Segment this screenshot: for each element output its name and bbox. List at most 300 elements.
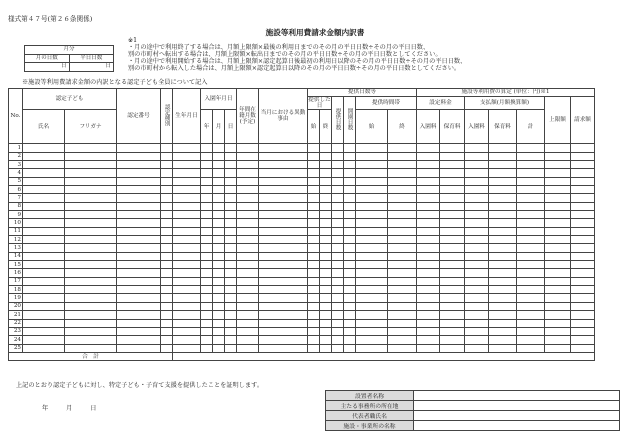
table-cell[interactable] <box>201 236 213 244</box>
table-cell[interactable] <box>465 277 489 285</box>
table-cell[interactable] <box>173 286 201 294</box>
table-cell[interactable] <box>440 302 465 310</box>
table-cell[interactable] <box>545 177 571 185</box>
table-cell[interactable] <box>465 319 489 327</box>
table-cell[interactable] <box>465 227 489 235</box>
table-cell[interactable] <box>517 294 545 302</box>
table-cell[interactable] <box>65 269 117 277</box>
table-cell[interactable] <box>259 327 308 335</box>
table-cell[interactable] <box>344 244 356 252</box>
table-cell[interactable] <box>356 294 388 302</box>
table-cell[interactable] <box>237 294 259 302</box>
table-cell[interactable] <box>440 144 465 152</box>
table-cell[interactable] <box>440 277 465 285</box>
table-cell[interactable] <box>489 211 517 219</box>
table-cell[interactable] <box>417 219 440 227</box>
table-cell[interactable] <box>237 327 259 335</box>
table-cell[interactable] <box>517 269 545 277</box>
table-cell[interactable] <box>356 219 388 227</box>
table-cell[interactable] <box>332 302 344 310</box>
table-cell[interactable] <box>320 327 332 335</box>
table-cell[interactable] <box>237 194 259 202</box>
table-cell[interactable] <box>237 211 259 219</box>
table-cell[interactable] <box>161 227 173 235</box>
table-cell[interactable] <box>320 227 332 235</box>
table-cell[interactable] <box>545 252 571 260</box>
table-cell[interactable] <box>225 319 237 327</box>
table-cell[interactable] <box>356 311 388 319</box>
table-cell[interactable] <box>545 302 571 310</box>
table-cell[interactable] <box>259 344 308 352</box>
table-cell[interactable] <box>356 160 388 168</box>
table-cell[interactable] <box>332 211 344 219</box>
table-cell[interactable] <box>344 227 356 235</box>
table-cell[interactable] <box>320 336 332 344</box>
table-cell[interactable] <box>388 302 417 310</box>
table-cell[interactable] <box>344 269 356 277</box>
table-cell[interactable] <box>259 202 308 210</box>
table-cell[interactable] <box>545 344 571 352</box>
table-cell[interactable] <box>65 344 117 352</box>
table-cell[interactable] <box>65 211 117 219</box>
table-cell[interactable] <box>517 186 545 194</box>
table-cell[interactable] <box>23 252 65 260</box>
table-cell[interactable] <box>332 344 344 352</box>
table-cell[interactable] <box>173 194 201 202</box>
table-cell[interactable] <box>344 177 356 185</box>
table-cell[interactable] <box>65 294 117 302</box>
table-cell[interactable] <box>173 169 201 177</box>
table-cell[interactable] <box>65 169 117 177</box>
table-cell[interactable] <box>489 177 517 185</box>
table-cell[interactable] <box>237 144 259 152</box>
table-cell[interactable] <box>356 177 388 185</box>
table-cell[interactable] <box>388 319 417 327</box>
table-cell[interactable] <box>201 177 213 185</box>
table-cell[interactable] <box>23 236 65 244</box>
table-cell[interactable] <box>571 160 595 168</box>
table-cell[interactable] <box>489 261 517 269</box>
table-cell[interactable] <box>201 286 213 294</box>
table-cell[interactable] <box>161 219 173 227</box>
table-cell[interactable] <box>440 327 465 335</box>
table-cell[interactable] <box>417 336 440 344</box>
table-cell[interactable] <box>173 152 201 160</box>
table-cell[interactable] <box>344 160 356 168</box>
table-cell[interactable] <box>320 311 332 319</box>
table-cell[interactable] <box>23 152 65 160</box>
table-cell[interactable] <box>320 152 332 160</box>
table-cell[interactable] <box>517 319 545 327</box>
table-cell[interactable] <box>417 294 440 302</box>
table-cell[interactable] <box>571 177 595 185</box>
representative-field[interactable] <box>414 411 620 421</box>
facility-name-field[interactable] <box>414 421 620 431</box>
table-cell[interactable] <box>489 152 517 160</box>
table-cell[interactable] <box>388 177 417 185</box>
table-cell[interactable] <box>201 269 213 277</box>
table-cell[interactable] <box>173 177 201 185</box>
table-cell[interactable] <box>213 152 225 160</box>
table-cell[interactable] <box>417 211 440 219</box>
table-cell[interactable] <box>517 286 545 294</box>
table-cell[interactable] <box>417 311 440 319</box>
table-cell[interactable] <box>465 336 489 344</box>
table-cell[interactable] <box>237 186 259 194</box>
table-cell[interactable] <box>259 311 308 319</box>
table-cell[interactable] <box>259 236 308 244</box>
table-cell[interactable] <box>161 311 173 319</box>
table-cell[interactable] <box>517 236 545 244</box>
table-cell[interactable] <box>65 311 117 319</box>
table-cell[interactable] <box>465 219 489 227</box>
table-cell[interactable] <box>517 202 545 210</box>
table-cell[interactable] <box>201 160 213 168</box>
table-cell[interactable] <box>237 227 259 235</box>
table-cell[interactable] <box>173 302 201 310</box>
table-cell[interactable] <box>417 252 440 260</box>
table-cell[interactable] <box>65 244 117 252</box>
table-cell[interactable] <box>259 152 308 160</box>
table-cell[interactable] <box>388 186 417 194</box>
table-cell[interactable] <box>332 327 344 335</box>
table-cell[interactable] <box>161 336 173 344</box>
table-cell[interactable] <box>161 160 173 168</box>
table-cell[interactable] <box>417 327 440 335</box>
table-cell[interactable] <box>213 236 225 244</box>
table-cell[interactable] <box>201 319 213 327</box>
table-cell[interactable] <box>65 286 117 294</box>
table-cell[interactable] <box>117 319 161 327</box>
table-cell[interactable] <box>225 186 237 194</box>
table-cell[interactable] <box>489 227 517 235</box>
table-cell[interactable] <box>517 277 545 285</box>
table-cell[interactable] <box>440 311 465 319</box>
table-cell[interactable] <box>65 336 117 344</box>
table-cell[interactable] <box>117 169 161 177</box>
table-cell[interactable] <box>117 177 161 185</box>
table-cell[interactable] <box>545 277 571 285</box>
table-cell[interactable] <box>440 169 465 177</box>
table-cell[interactable] <box>308 252 320 260</box>
month-days-value[interactable]: 日 <box>25 63 70 72</box>
table-cell[interactable] <box>417 319 440 327</box>
table-cell[interactable] <box>465 302 489 310</box>
table-cell[interactable] <box>344 327 356 335</box>
table-cell[interactable] <box>320 252 332 260</box>
table-cell[interactable] <box>332 227 344 235</box>
table-cell[interactable] <box>161 286 173 294</box>
table-cell[interactable] <box>344 261 356 269</box>
table-cell[interactable] <box>344 286 356 294</box>
table-cell[interactable] <box>237 344 259 352</box>
table-cell[interactable] <box>65 277 117 285</box>
table-cell[interactable] <box>489 294 517 302</box>
table-cell[interactable] <box>465 186 489 194</box>
table-cell[interactable] <box>417 302 440 310</box>
table-cell[interactable] <box>332 336 344 344</box>
table-cell[interactable] <box>440 211 465 219</box>
table-cell[interactable] <box>173 236 201 244</box>
table-cell[interactable] <box>344 186 356 194</box>
table-cell[interactable] <box>440 261 465 269</box>
table-cell[interactable] <box>201 227 213 235</box>
table-cell[interactable] <box>440 227 465 235</box>
table-cell[interactable] <box>517 336 545 344</box>
table-cell[interactable] <box>388 269 417 277</box>
table-cell[interactable] <box>173 144 201 152</box>
table-cell[interactable] <box>201 336 213 344</box>
table-cell[interactable] <box>225 169 237 177</box>
table-cell[interactable] <box>237 169 259 177</box>
table-cell[interactable] <box>489 252 517 260</box>
table-cell[interactable] <box>23 186 65 194</box>
table-cell[interactable] <box>417 160 440 168</box>
table-cell[interactable] <box>440 152 465 160</box>
table-cell[interactable] <box>440 286 465 294</box>
table-cell[interactable] <box>388 286 417 294</box>
table-cell[interactable] <box>320 302 332 310</box>
table-cell[interactable] <box>65 202 117 210</box>
table-cell[interactable] <box>489 311 517 319</box>
table-cell[interactable] <box>308 294 320 302</box>
table-cell[interactable] <box>213 244 225 252</box>
table-cell[interactable] <box>571 269 595 277</box>
table-cell[interactable] <box>213 344 225 352</box>
table-cell[interactable] <box>173 319 201 327</box>
table-cell[interactable] <box>161 302 173 310</box>
table-cell[interactable] <box>225 177 237 185</box>
table-cell[interactable] <box>173 336 201 344</box>
table-cell[interactable] <box>388 144 417 152</box>
owner-name-field[interactable] <box>414 391 620 401</box>
table-cell[interactable] <box>65 160 117 168</box>
table-cell[interactable] <box>489 344 517 352</box>
table-cell[interactable] <box>440 252 465 260</box>
table-cell[interactable] <box>332 194 344 202</box>
table-cell[interactable] <box>173 227 201 235</box>
table-cell[interactable] <box>23 227 65 235</box>
table-cell[interactable] <box>440 177 465 185</box>
table-cell[interactable] <box>417 144 440 152</box>
table-cell[interactable] <box>356 319 388 327</box>
table-cell[interactable] <box>225 302 237 310</box>
table-cell[interactable] <box>571 319 595 327</box>
table-cell[interactable] <box>465 244 489 252</box>
table-cell[interactable] <box>571 344 595 352</box>
table-cell[interactable] <box>117 261 161 269</box>
table-cell[interactable] <box>213 327 225 335</box>
table-cell[interactable] <box>489 202 517 210</box>
table-cell[interactable] <box>161 261 173 269</box>
table-cell[interactable] <box>225 152 237 160</box>
table-cell[interactable] <box>344 211 356 219</box>
table-cell[interactable] <box>440 194 465 202</box>
table-cell[interactable] <box>23 344 65 352</box>
table-cell[interactable] <box>571 219 595 227</box>
table-cell[interactable] <box>440 186 465 194</box>
table-cell[interactable] <box>259 244 308 252</box>
table-cell[interactable] <box>237 219 259 227</box>
table-cell[interactable] <box>356 327 388 335</box>
table-cell[interactable] <box>65 194 117 202</box>
table-cell[interactable] <box>320 160 332 168</box>
table-cell[interactable] <box>259 294 308 302</box>
table-cell[interactable] <box>320 177 332 185</box>
table-cell[interactable] <box>489 194 517 202</box>
table-cell[interactable] <box>237 336 259 344</box>
table-cell[interactable] <box>545 327 571 335</box>
table-cell[interactable] <box>489 302 517 310</box>
table-cell[interactable] <box>545 269 571 277</box>
table-cell[interactable] <box>417 186 440 194</box>
table-cell[interactable] <box>173 327 201 335</box>
table-cell[interactable] <box>225 144 237 152</box>
table-cell[interactable] <box>320 194 332 202</box>
table-cell[interactable] <box>545 227 571 235</box>
table-cell[interactable] <box>237 160 259 168</box>
table-cell[interactable] <box>545 294 571 302</box>
table-cell[interactable] <box>388 160 417 168</box>
table-cell[interactable] <box>517 252 545 260</box>
table-cell[interactable] <box>117 160 161 168</box>
table-cell[interactable] <box>201 261 213 269</box>
table-cell[interactable] <box>117 327 161 335</box>
table-cell[interactable] <box>237 252 259 260</box>
table-cell[interactable] <box>320 286 332 294</box>
table-cell[interactable] <box>465 169 489 177</box>
table-cell[interactable] <box>65 219 117 227</box>
table-cell[interactable] <box>308 344 320 352</box>
table-cell[interactable] <box>545 202 571 210</box>
table-cell[interactable] <box>308 219 320 227</box>
table-cell[interactable] <box>117 336 161 344</box>
table-cell[interactable] <box>23 336 65 344</box>
table-cell[interactable] <box>571 152 595 160</box>
table-cell[interactable] <box>545 144 571 152</box>
table-cell[interactable] <box>465 211 489 219</box>
table-cell[interactable] <box>545 319 571 327</box>
table-cell[interactable] <box>161 319 173 327</box>
table-cell[interactable] <box>417 236 440 244</box>
table-cell[interactable] <box>332 152 344 160</box>
table-cell[interactable] <box>308 202 320 210</box>
table-cell[interactable] <box>440 244 465 252</box>
table-cell[interactable] <box>332 219 344 227</box>
table-cell[interactable] <box>320 186 332 194</box>
table-cell[interactable] <box>161 294 173 302</box>
table-cell[interactable] <box>65 177 117 185</box>
table-cell[interactable] <box>571 186 595 194</box>
table-cell[interactable] <box>117 236 161 244</box>
table-cell[interactable] <box>320 211 332 219</box>
table-cell[interactable] <box>332 277 344 285</box>
table-cell[interactable] <box>440 344 465 352</box>
table-cell[interactable] <box>308 169 320 177</box>
table-cell[interactable] <box>259 144 308 152</box>
table-cell[interactable] <box>465 160 489 168</box>
table-cell[interactable] <box>259 186 308 194</box>
table-cell[interactable] <box>344 336 356 344</box>
table-cell[interactable] <box>344 152 356 160</box>
table-cell[interactable] <box>465 261 489 269</box>
table-cell[interactable] <box>417 269 440 277</box>
table-cell[interactable] <box>344 277 356 285</box>
table-cell[interactable] <box>571 236 595 244</box>
table-cell[interactable] <box>213 186 225 194</box>
table-cell[interactable] <box>161 202 173 210</box>
table-cell[interactable] <box>117 186 161 194</box>
table-cell[interactable] <box>489 186 517 194</box>
table-cell[interactable] <box>320 219 332 227</box>
table-cell[interactable] <box>344 311 356 319</box>
table-cell[interactable] <box>465 144 489 152</box>
table-cell[interactable] <box>23 169 65 177</box>
table-cell[interactable] <box>517 194 545 202</box>
table-cell[interactable] <box>237 302 259 310</box>
table-cell[interactable] <box>320 202 332 210</box>
table-cell[interactable] <box>161 186 173 194</box>
table-cell[interactable] <box>465 152 489 160</box>
table-cell[interactable] <box>517 327 545 335</box>
table-cell[interactable] <box>308 236 320 244</box>
table-cell[interactable] <box>23 194 65 202</box>
table-cell[interactable] <box>489 219 517 227</box>
table-cell[interactable] <box>161 344 173 352</box>
table-cell[interactable] <box>517 169 545 177</box>
table-cell[interactable] <box>213 144 225 152</box>
table-cell[interactable] <box>332 269 344 277</box>
table-cell[interactable] <box>23 244 65 252</box>
table-cell[interactable] <box>332 186 344 194</box>
table-cell[interactable] <box>356 261 388 269</box>
table-cell[interactable] <box>225 194 237 202</box>
table-cell[interactable] <box>23 286 65 294</box>
table-cell[interactable] <box>173 252 201 260</box>
table-cell[interactable] <box>356 244 388 252</box>
table-cell[interactable] <box>465 194 489 202</box>
table-cell[interactable] <box>465 177 489 185</box>
table-cell[interactable] <box>308 227 320 235</box>
table-cell[interactable] <box>545 186 571 194</box>
table-cell[interactable] <box>308 244 320 252</box>
table-cell[interactable] <box>65 252 117 260</box>
table-cell[interactable] <box>213 261 225 269</box>
table-cell[interactable] <box>308 160 320 168</box>
table-cell[interactable] <box>201 344 213 352</box>
table-cell[interactable] <box>571 169 595 177</box>
table-cell[interactable] <box>237 177 259 185</box>
table-cell[interactable] <box>23 269 65 277</box>
table-cell[interactable] <box>571 286 595 294</box>
table-cell[interactable] <box>225 344 237 352</box>
table-cell[interactable] <box>308 302 320 310</box>
table-cell[interactable] <box>161 152 173 160</box>
table-cell[interactable] <box>571 227 595 235</box>
table-cell[interactable] <box>225 269 237 277</box>
table-cell[interactable] <box>237 286 259 294</box>
table-cell[interactable] <box>308 186 320 194</box>
table-cell[interactable] <box>356 152 388 160</box>
table-cell[interactable] <box>213 169 225 177</box>
table-cell[interactable] <box>332 202 344 210</box>
table-cell[interactable] <box>356 144 388 152</box>
table-cell[interactable] <box>440 202 465 210</box>
table-cell[interactable] <box>388 169 417 177</box>
table-cell[interactable] <box>117 244 161 252</box>
table-cell[interactable] <box>320 169 332 177</box>
table-cell[interactable] <box>571 277 595 285</box>
